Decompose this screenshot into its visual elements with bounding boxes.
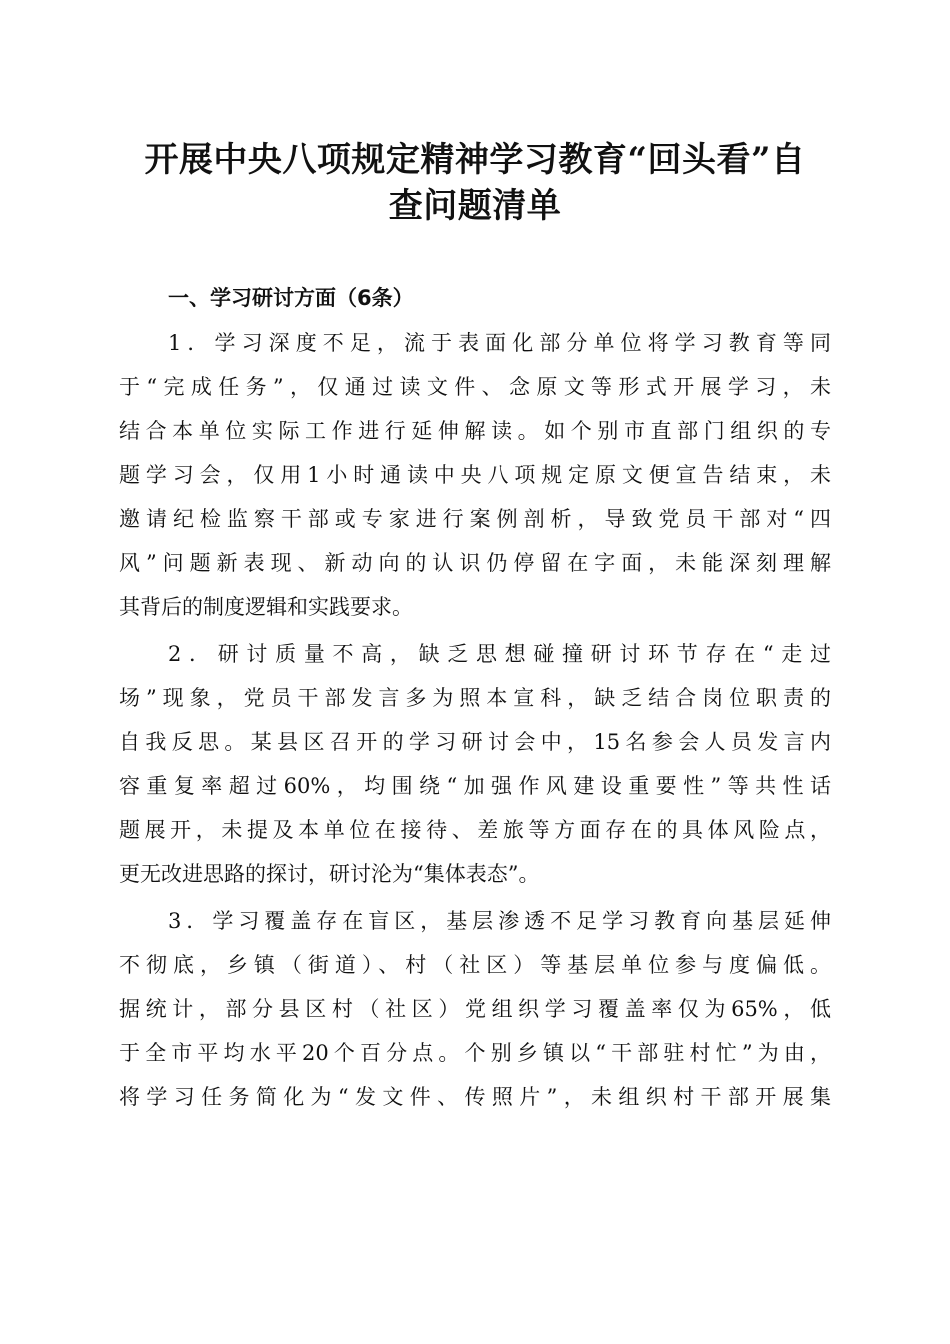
paragraph-line: 结合本单位实际工作进行延伸解读。如个别市直部门组织的专 xyxy=(119,419,831,443)
paragraph-line: 容重复率超过60%，均围绕“加强作风建设重要性”等共性话 xyxy=(119,774,831,798)
document-title-line-2: 查问题清单 xyxy=(388,186,562,226)
paragraph-line: 场”现象，党员干部发言多为照本宣科，缺乏结合岗位职责的 xyxy=(119,686,831,710)
paragraph-line: 更无改进思路的探讨，研讨沦为“集体表态”。 xyxy=(119,862,540,886)
paragraph-line: 题展开，未提及本单位在接待、差旅等方面存在的具体风险点， xyxy=(119,818,831,842)
paragraph-line: 于全市平均水平20个百分点。个别乡镇以“干部驻村忙”为由， xyxy=(119,1041,831,1065)
paragraph-line: 不彻底，乡镇（街道）、村（社区）等基层单位参与度偏低。 xyxy=(119,953,831,977)
paragraph-line: 于“完成任务”，仅通过读文件、念原文等形式开展学习，未 xyxy=(119,375,831,399)
paragraph-line: 其背后的制度逻辑和实践要求。 xyxy=(119,595,413,619)
section-heading: 一、学习研讨方面（6条） xyxy=(168,286,414,310)
paragraph-line: 将学习任务简化为“发文件、传照片”，未组织村干部开展集 xyxy=(119,1085,831,1109)
paragraph-line: 1．学习深度不足，流于表面化部分单位将学习教育等同 xyxy=(168,331,831,355)
paragraph-line: 风”问题新表现、新动向的认识仍停留在字面，未能深刻理解 xyxy=(119,551,831,575)
paragraph-line: 题学习会，仅用1小时通读中央八项规定原文便宣告结束，未 xyxy=(119,463,831,487)
paragraph-line: 自我反思。某县区召开的学习研讨会中，15名参会人员发言内 xyxy=(119,730,831,754)
paragraph-line: 据统计，部分县区村（社区）党组织学习覆盖率仅为65%，低 xyxy=(119,997,831,1021)
paragraph-line: 2．研讨质量不高，缺乏思想碰撞研讨环节存在“走过 xyxy=(168,642,831,666)
paragraph-line: 3．学习覆盖存在盲区，基层渗透不足学习教育向基层延伸 xyxy=(168,909,831,933)
paragraph-line: 邀请纪检监察干部或专家进行案例剖析，导致党员干部对“四 xyxy=(119,507,831,531)
document-title-line-1: 开展中央八项规定精神学习教育“回头看”自 xyxy=(144,140,806,180)
